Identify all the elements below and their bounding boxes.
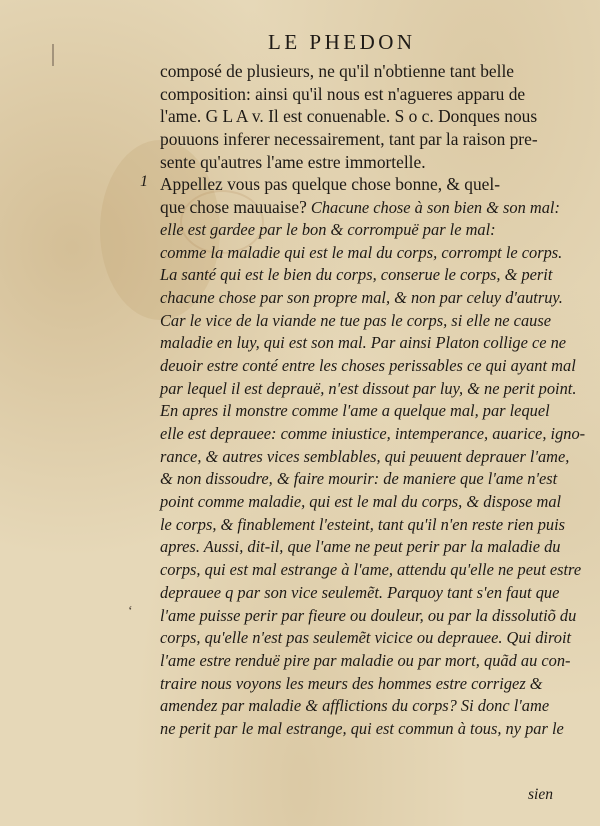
text-line: deprauee q par son vice seulemẽt. Parquoy tant s'en faut que bbox=[160, 582, 560, 602]
text-line: elle est deprauee: comme iniustice, intemperance, auarice, igno- bbox=[160, 424, 586, 443]
text-line bbox=[160, 196, 560, 219]
catchword: sien bbox=[528, 786, 553, 803]
text-line: corps, qu'elle n'est pas seulemẽt vicice ou deprauee. Qui diroit bbox=[160, 628, 572, 648]
text-line: Car le vice de la viande ne tue pas le corps, si elle ne cause bbox=[160, 310, 551, 330]
text-line: par lequel il est deprauë, n'est dissout par luy, & ne perit point. bbox=[160, 378, 577, 398]
text-line: rance, & autres vices semblables, qui peuuent deprauer l'ame, bbox=[160, 446, 570, 466]
text-line: l'ame. G L A v. Il est conuenable. S o c. Donques nous bbox=[160, 106, 538, 127]
text-line: comme la maladie qui est le mal du corps, corrompt le corps. bbox=[160, 242, 563, 262]
text-line: apres. Aussi, dit-il, que l'ame ne peut perir par la maladie du bbox=[160, 537, 561, 557]
text-line: En apres il monstre comme l'ame a quelque mal, par lequel bbox=[160, 401, 550, 421]
text-line: La santé qui est le bien du corps, conserue le corps, & perit bbox=[160, 265, 553, 285]
margin-tick: ‘ bbox=[128, 604, 133, 619]
text-line: l'ame puisse perir par fieure ou douleur, ou par la dissolutiõ du bbox=[160, 605, 577, 625]
text-line: le corps, & finablement l'esteint, tant qu'il n'en reste rien puis bbox=[160, 514, 566, 534]
text-line: point comme maladie, qui est le mal du corps, & dispose mal bbox=[160, 492, 562, 512]
text-line: deuoir estre conté entre les choses perissables ce qui ayant mal bbox=[160, 355, 576, 375]
running-head: LE PHEDON bbox=[268, 30, 416, 54]
text-line: composition: ainsi qu'il nous est n'agueres apparu de bbox=[160, 83, 526, 104]
text-line: corps, qui est mal estrange à l'ame, attendu qu'elle ne peut estre bbox=[160, 560, 582, 580]
body-text bbox=[160, 60, 586, 741]
text-line: composé de plusieurs, ne qu'il n'obtienne tant belle bbox=[160, 61, 514, 81]
text-line: l'ame estre renduë pire par maladie ou par mort, quãd au con- bbox=[160, 650, 571, 670]
text-line: amendez par maladie & afflictions du corps? Si donc l'ame bbox=[160, 696, 550, 716]
section-number: 1 bbox=[140, 173, 148, 190]
text-line-italic-part: Chacune chose à son bien & son mal: bbox=[306, 198, 560, 218]
text-line: Appellez vous pas quelque chose bonne, & quel- bbox=[160, 174, 500, 195]
text-line: ne perit par le mal estrange, qui est commun à tous, ny par le bbox=[160, 718, 564, 738]
text-line: elle est gardee par le bon & corrompuë par le mal: bbox=[160, 219, 496, 239]
text-line: chacune chose par son propre mal, & non par celuy d'autruy. bbox=[160, 287, 563, 307]
text-line: sente qu'autres l'ame estre immortelle. bbox=[160, 151, 426, 172]
text-line: traire nous voyons les meurs des hommes estre corrigez & bbox=[160, 673, 543, 693]
text-line: pouuons inferer necessairement, tant par la raison pre- bbox=[160, 129, 538, 150]
text-line: maladie en luy, qui est son mal. Par ainsi Platon collige ce ne bbox=[160, 333, 567, 353]
text-line-roman-part: que chose mauuaise? bbox=[160, 197, 307, 218]
margin-mark bbox=[52, 44, 54, 66]
text-line: & non dissoudre, & faire mourir: de maniere que l'ame n'est bbox=[160, 469, 558, 489]
